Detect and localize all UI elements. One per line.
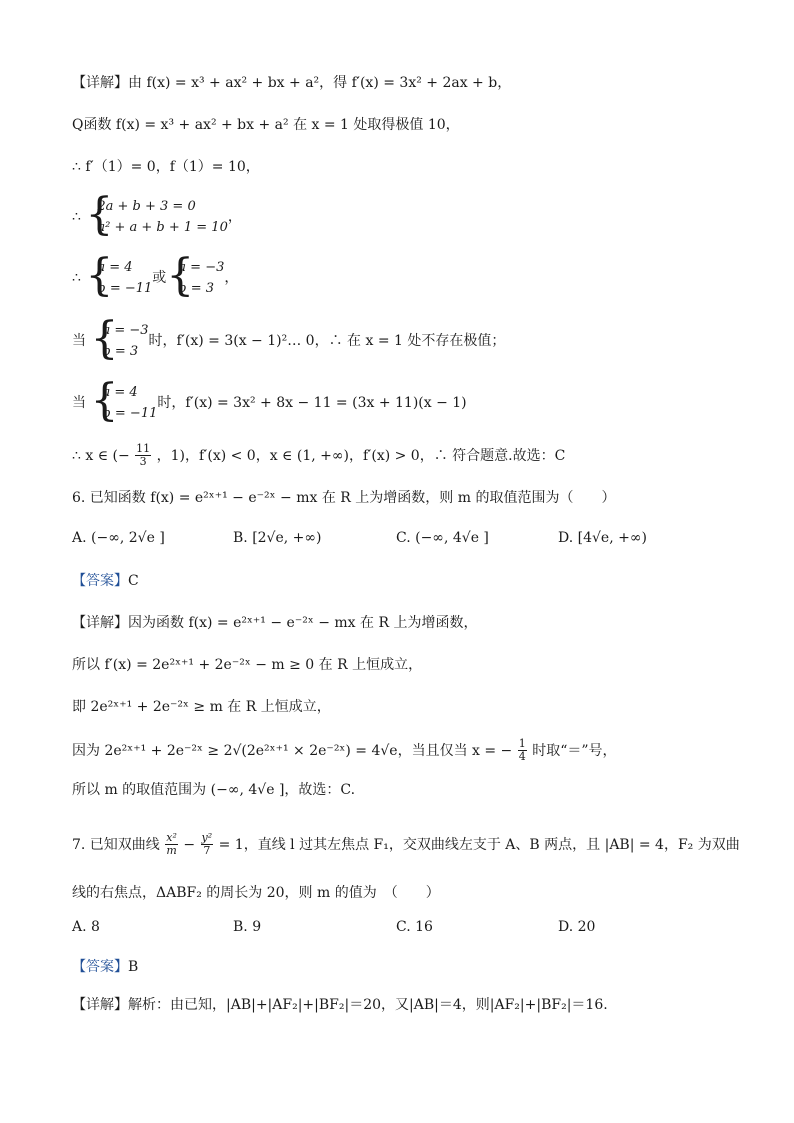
q6-detail-1: 【详解】因为函数 f(x) = e²ˣ⁺¹ − e⁻²ˣ − mx 在 R 上为增函数，: [72, 615, 478, 631]
q6-detail-5: 所以 m 的取值范围为 (−∞, 4√e ]，故选：C.: [72, 782, 356, 798]
detail-tag: 【详解】: [72, 997, 128, 1013]
answer-tag: 【答案】: [72, 959, 128, 975]
q7-option-c: C. 16: [396, 919, 433, 935]
q6-answer: 【答案】C: [72, 573, 139, 589]
detail-line-2: Q函数 f(x) = x³ + ax² + bx + a² 在 x = 1 处取得极值 10，: [72, 117, 460, 133]
fraction: $\frac{\text{y²}}{7}$: [201, 831, 213, 857]
fraction: $\frac{\text{x²}}{m}$: [166, 831, 177, 857]
q7-answer: 【答案】B: [72, 959, 139, 975]
q6-option-a: A. (−∞, 2√e ]: [72, 530, 165, 546]
fraction: $\frac{11}{3}$: [136, 442, 151, 468]
q7-stem-line-1: 7. 已知双曲线 $\frac{\text{x²}}{m}$ − $\frac{\text{y²}}{7}$ = 1，直线 l 过其左焦点 F₁，交双曲线左支于 A、B 两点，且 |AB| = 4，F₂ 为双曲: [72, 831, 740, 857]
detail-tag: 【详解】: [72, 615, 128, 631]
equation-system: { 2a + b + 3 = 0 a² + a + b + 1 = 10: [85, 196, 227, 238]
detail-line-4: ∴ { 2a + b + 3 = 0 a² + a + b + 1 = 10 ，: [72, 196, 242, 238]
fraction: $\frac{1}{4}$: [518, 737, 526, 763]
case-system-2: { a = 4 b = −11: [90, 382, 157, 424]
solution-system-b: { a = −3 b = 3: [166, 257, 224, 299]
q6-detail-4: 因为 2e²ˣ⁺¹ + 2e⁻²ˣ ≥ 2√(2e²ˣ⁺¹ × 2e⁻²ˣ) = 4√e，当且仅当 x = − $\frac{1}{4}$ 时取“＝”号，: [72, 737, 617, 763]
q6-detail-3: 即 2e²ˣ⁺¹ + 2e⁻²ˣ ≥ m 在 R 上恒成立，: [72, 699, 331, 715]
q7-detail-1: 【详解】解析：由已知，|AB|+|AF₂|+|BF₂|＝20，又|AB|＝4，则|AF₂|+|BF₂|＝16.: [72, 997, 608, 1013]
q6-detail-2: 所以 f′(x) = 2e²ˣ⁺¹ + 2e⁻²ˣ − m ≥ 0 在 R 上恒成立，: [72, 657, 423, 673]
case-system-1: { a = −3 b = 3: [90, 320, 148, 362]
answer-tag: 【答案】: [72, 573, 128, 589]
solution-system-a: { a = 4 b = −11: [85, 257, 152, 299]
q6-option-b: B. [2√e, +∞): [233, 530, 322, 546]
detail-line-1: 【详解】由 f(x) = x³ + ax² + bx + a²，得 f′(x) = 3x² + 2ax + b，: [72, 75, 512, 91]
q6-option-d: D. [4√e, +∞): [558, 530, 647, 546]
q7-option-d: D. 20: [558, 919, 596, 935]
detail-line-3: ∴ f′（1）= 0，f（1）= 10，: [72, 159, 260, 175]
detail-line-7: 当 { a = 4 b = −11 时，f′(x) = 3x² + 8x − 11 = (3x + 11)(x − 1): [72, 382, 467, 424]
detail-line-6: 当 { a = −3 b = 3 时，f′(x) = 3(x − 1)²… 0，∴ 在 x = 1 处不存在极值；: [72, 320, 505, 362]
detail-line-5: ∴ { a = 4 b = −11 或 { a = −3 b = 3 ，: [72, 257, 238, 299]
q7-option-a: A. 8: [72, 919, 100, 935]
q6-option-c: C. (−∞, 4√e ]: [396, 530, 489, 546]
detail-tag: 【详解】: [72, 75, 128, 91]
q7-stem-line-2: 线的右焦点，ΔABF₂ 的周长为 20，则 m 的值为 （ ）: [72, 885, 440, 901]
q7-option-b: B. 9: [233, 919, 262, 935]
q6-stem: 6. 已知函数 f(x) = e²ˣ⁺¹ − e⁻²ˣ − mx 在 R 上为增函数，则 m 的取值范围为（ ）: [72, 490, 616, 506]
detail-line-8: ∴ x ∈ (− $\frac{11}{3}$ ，1)，f′(x) < 0，x ∈ (1, +∞)，f′(x) > 0，∴ 符合题意.故选：C: [72, 442, 566, 468]
